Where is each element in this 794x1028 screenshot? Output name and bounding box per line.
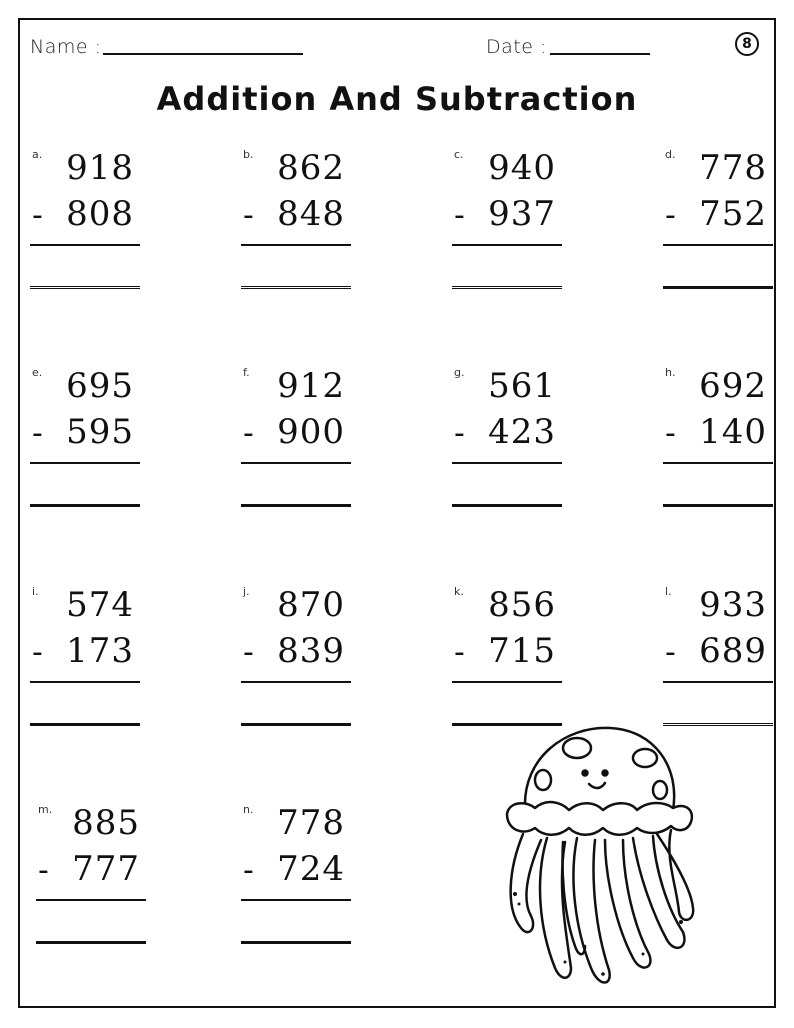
minus-sign: - [665,635,676,670]
minus-sign: - [243,853,254,888]
problem-letter: j. [243,585,250,598]
problem-letter: b. [243,148,254,161]
problem-top-number: 561 [488,366,556,406]
answer-line[interactable] [30,504,140,507]
problem-m [36,803,146,963]
answer-line[interactable] [241,286,351,289]
problem-top-number: 574 [66,585,134,625]
problem-rule [241,462,351,464]
problem-h [663,366,773,526]
problem-letter: h. [665,366,676,379]
problem-bottom-number: 900 [277,412,345,452]
jellyfish-icon [495,718,705,1002]
answer-line[interactable] [663,504,773,507]
problem-bottom-number: 715 [488,631,556,671]
minus-sign: - [32,635,43,670]
answer-line[interactable] [452,504,562,507]
problem-letter: a. [32,148,43,161]
problem-rule [241,681,351,683]
date-label: Date : [486,36,547,58]
problem-bottom-number: 140 [699,412,767,452]
answer-line[interactable] [36,941,146,944]
problem-b [241,148,351,308]
problem-bottom-number: 777 [72,849,140,889]
problem-a [30,148,140,308]
minus-sign: - [32,198,43,233]
minus-sign: - [665,198,676,233]
problem-bottom-number: 689 [699,631,767,671]
problem-top-number: 912 [277,366,345,406]
answer-line[interactable] [30,723,140,726]
problem-bottom-number: 752 [699,194,767,234]
minus-sign: - [454,416,465,451]
problem-letter: k. [454,585,464,598]
problem-rule [452,244,562,246]
problem-top-number: 870 [277,585,345,625]
minus-sign: - [32,416,43,451]
problem-top-number: 918 [66,148,134,188]
problem-rule [241,244,351,246]
problem-bottom-number: 423 [488,412,556,452]
problem-letter: f. [243,366,250,379]
problem-e [30,366,140,526]
problem-bottom-number: 595 [66,412,134,452]
problem-rule [30,462,140,464]
problem-j [241,585,351,745]
date-field-line[interactable] [550,53,650,55]
problem-bottom-number: 808 [66,194,134,234]
problem-letter: m. [38,803,53,816]
problem-top-number: 885 [72,803,140,843]
problem-n [241,803,351,963]
problem-letter: l. [665,585,672,598]
minus-sign: - [243,198,254,233]
problem-letter: n. [243,803,254,816]
problem-letter: g. [454,366,465,379]
problem-top-number: 862 [277,148,345,188]
problem-top-number: 940 [488,148,556,188]
problem-rule [452,462,562,464]
problem-rule [30,681,140,683]
answer-line[interactable] [663,286,773,289]
minus-sign: - [665,416,676,451]
problem-c [452,148,562,308]
answer-line[interactable] [241,723,351,726]
answer-line[interactable] [241,941,351,944]
problem-top-number: 933 [699,585,767,625]
problem-letter: c. [454,148,464,161]
problem-f [241,366,351,526]
problem-letter: e. [32,366,43,379]
minus-sign: - [454,635,465,670]
answer-line[interactable] [452,286,562,289]
problem-bottom-number: 173 [66,631,134,671]
problem-g [452,366,562,526]
answer-line[interactable] [30,286,140,289]
problem-bottom-number: 937 [488,194,556,234]
answer-line[interactable] [241,504,351,507]
problem-letter: i. [32,585,39,598]
problem-rule [36,899,146,901]
problem-top-number: 692 [699,366,767,406]
problem-bottom-number: 839 [277,631,345,671]
problem-rule [663,681,773,683]
problem-rule [663,462,773,464]
problem-rule [663,244,773,246]
name-label: Name : [30,36,102,58]
name-field-line[interactable] [103,53,303,55]
page-number-badge: 8 [735,32,759,56]
minus-sign: - [38,853,49,888]
page-title: Addition And Subtraction [156,80,638,118]
problem-bottom-number: 848 [277,194,345,234]
problem-bottom-number: 724 [277,849,345,889]
problem-i [30,585,140,745]
problem-d [663,148,773,308]
problem-top-number: 778 [699,148,767,188]
problem-rule [241,899,351,901]
problem-top-number: 778 [277,803,345,843]
problem-top-number: 856 [488,585,556,625]
minus-sign: - [454,198,465,233]
problem-rule [30,244,140,246]
problem-rule [452,681,562,683]
problem-top-number: 695 [66,366,134,406]
problem-letter: d. [665,148,676,161]
minus-sign: - [243,416,254,451]
minus-sign: - [243,635,254,670]
